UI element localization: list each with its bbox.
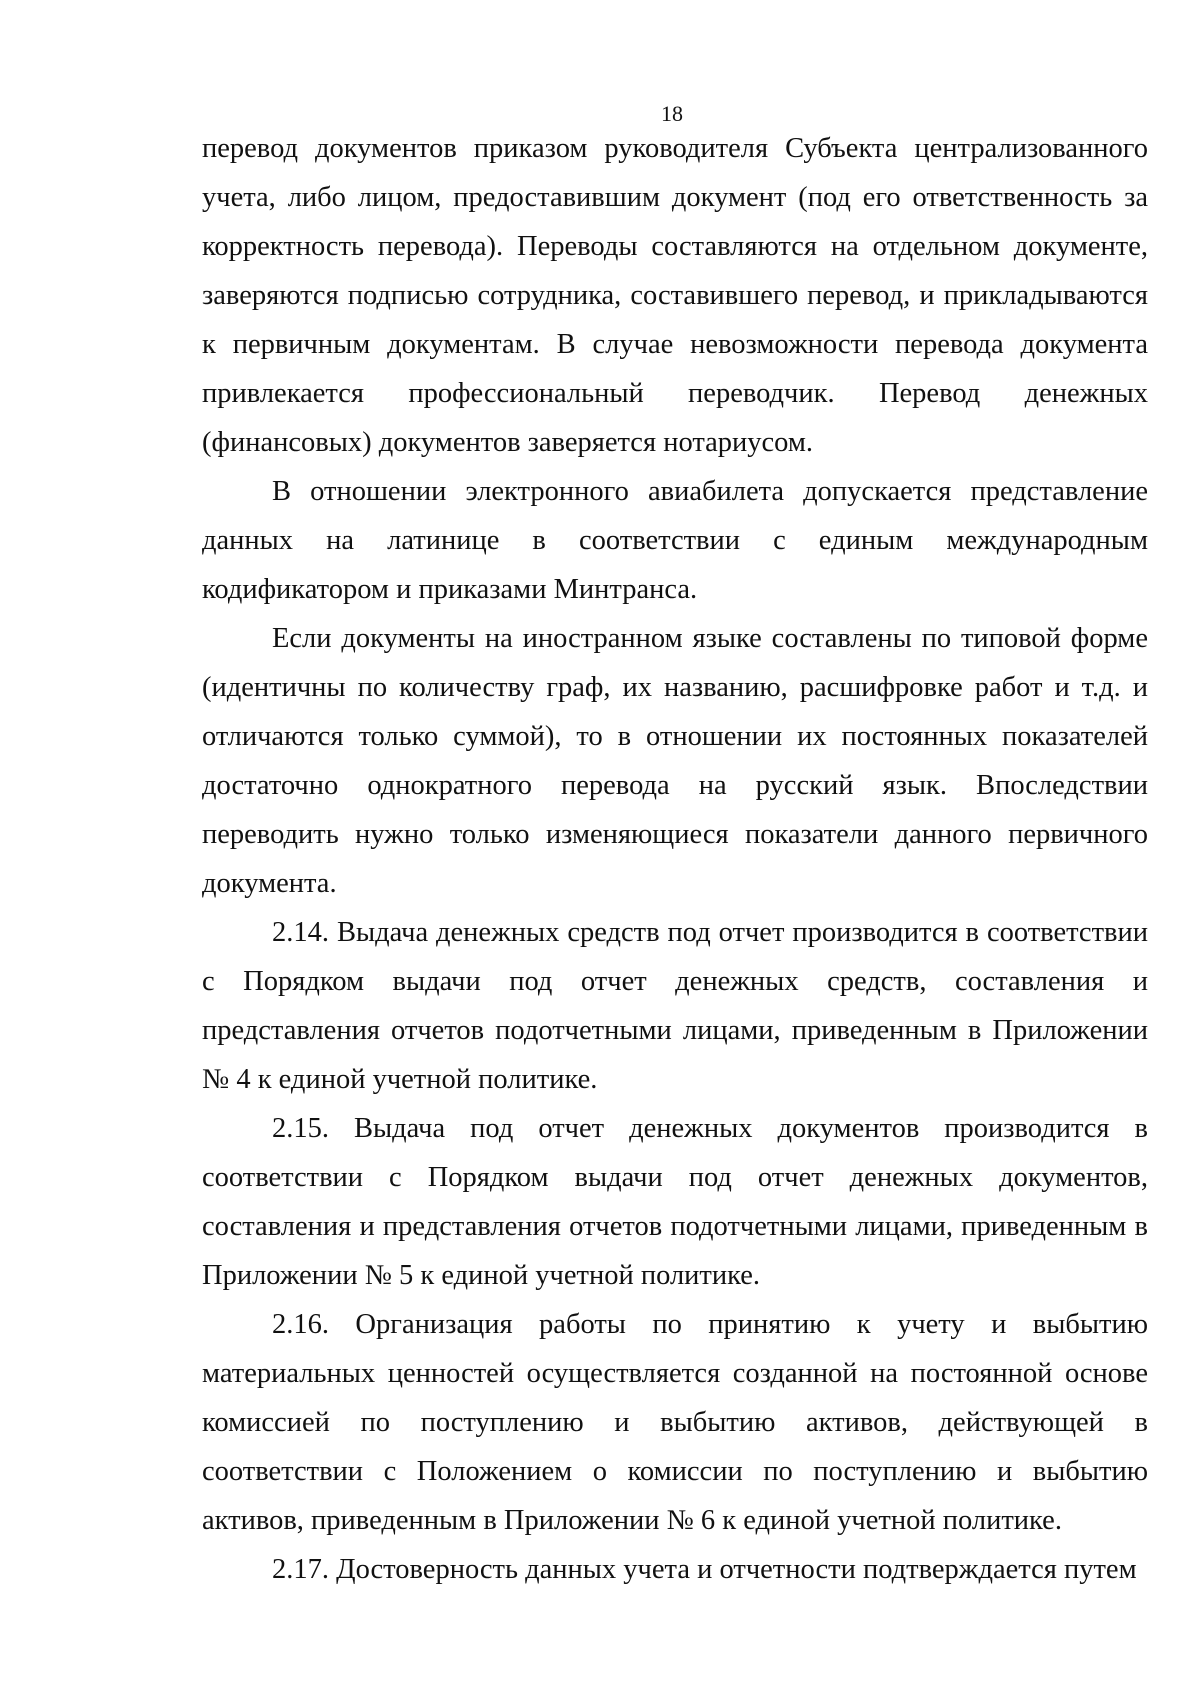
paragraph-2-16: 2.16. Организация работы по принятию к учету и выбытию материальных ценностей осуществляется созданной на постоянной основе комиссией по поступлению и выбытию активов, действующей в соответствии с Положением о комиссии по поступлению и выбытию активов, приведенным в Приложении № 6 к единой учетной политике. (202, 1309, 1148, 1536)
paragraph-e-ticket: В отношении электронного авиабилета допускается представление данных на латинице в соответствии с единым международным кодификатором и приказами Минтранса. (202, 476, 1148, 605)
page-number: 18 (661, 101, 683, 126)
paragraph-standard-form: Если документы на иностранном языке составлены по типовой форме (идентичны по количеству граф, их названию, расшифровке работ и т.д. и отличаются только суммой), то в отношении их постоянных показателей достаточно однократного перевода на русский язык. Впоследствии переводить нужно только изменяющиеся показатели данного первичного документа. (202, 623, 1148, 899)
document-body (202, 124, 1148, 1594)
paragraph-2-17: 2.17. Достоверность данных учета и отчетности подтверждается путем (272, 1554, 1137, 1585)
paragraph-translation-continuation: перевод документов приказом руководителя Субъекта централизованного учета, либо лицом, предоставившим документ (под его ответственность за корректность перевода). Переводы составляются на отдельном документе, заверяются подписью сотрудника, составившего перевод, и прикладываются к первичным документам. В случае невозможности перевода документа привлекается профессиональный переводчик. Перевод денежных (финансовых) документов заверяется нотариусом. (202, 133, 1148, 458)
paragraph-2-14: 2.14. Выдача денежных средств под отчет производится в соответствии с Порядком выдачи под отчет денежных средств, составления и представления отчетов подотчетными лицами, приведенным в Приложении № 4 к единой учетной политике. (202, 917, 1148, 1095)
paragraph-2-15: 2.15. Выдача под отчет денежных документов производится в соответствии с Порядком выдачи под отчет денежных документов, составления и представления отчетов подотчетными лицами, приведенным в Приложении № 5 к единой учетной политике. (202, 1113, 1148, 1291)
